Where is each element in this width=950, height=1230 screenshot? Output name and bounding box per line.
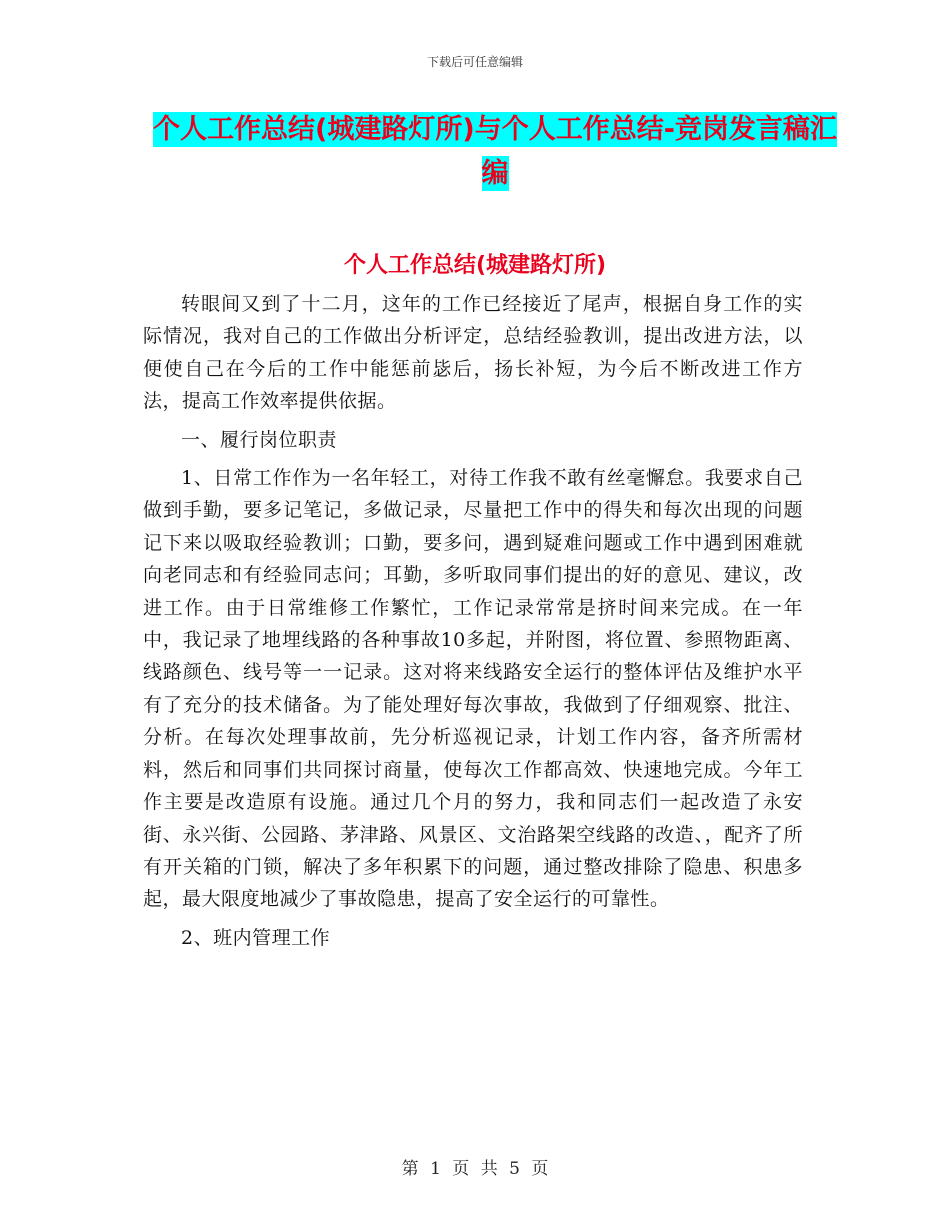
page-footer: 第 1 页 共 5 页 xyxy=(401,1159,549,1179)
document-body xyxy=(143,288,803,954)
paragraph-heading-duties: 一、履行岗位职责 xyxy=(181,428,338,451)
paragraph-daily-work: 1、日常工作作为一名年轻工，对待工作我不敢有丝毫懈怠。我要求自己做到手勤，要多记笔记，多做记录，尽量把工作中的得失和每次出现的问题记下来以吸取经验教训；口勤，要多问，遇到疑难问题或工作中遇到困难就向老同志和有经验同志问；耳勤，多听取同事们提出的好的意见、建议，改进工作。由于日常维修工作繁忙，工作记录常常是挤时间来完成。在一年中，我记录了地埋线路的各种事故10多起，并附图，将位置、参照物距离、线路颜色、线号等一一记录。这对将来线路安全运行的整体评估及维护水平有了充分的技术储备。为了能处理好每次事故，我做到了仔细观察、批注、分析。在每次处理事故前，先分析巡视记录，计划工作内容，备齐所需材料，然后和同事们共同探讨商量，使每次工作都高效、快速地完成。今年工作主要是改造原有设施。通过几个月的努力，我和同志们一起改造了永安街、永兴街、公园路、茅津路、风景区、文治路架空线路的改造、，配齐了所有开关箱的门锁，解决了多年积累下的问题，通过整改排除了隐患、积患多起，最大限度地减少了事故隐患，提高了安全运行的可靠性。 xyxy=(143,467,803,911)
paragraph-intro: 转眼间又到了十二月，这年的工作已经接近了尾声，根据自身工作的实际情况，我对自己的工作做出分析评定，总结经验教训，提出改进方法，以便使自己在今后的工作中能惩前毖后，扬长补短，为今后不断改进工作方法，提高工作效率提供依据。 xyxy=(143,293,803,413)
header-note: 下载后可任意编辑 xyxy=(426,55,523,69)
document-title-text: 个人工作总结(城建路灯所)与个人工作总结-竞岗发言稿汇编 xyxy=(153,114,837,189)
document-title xyxy=(140,108,850,196)
paragraph-heading-management: 2、班内管理工作 xyxy=(181,926,331,949)
section-title: 个人工作总结(城建路灯所) xyxy=(343,253,607,278)
